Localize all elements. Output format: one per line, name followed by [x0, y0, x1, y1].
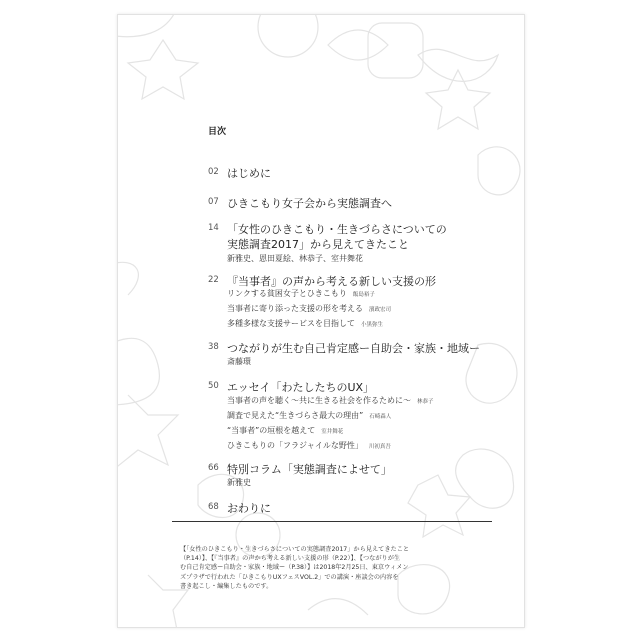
page-number: 07	[208, 197, 219, 207]
page-number: 22	[208, 275, 219, 285]
sub-title: 当事者の声を聴く〜共に生きる社会を作るために〜	[227, 396, 411, 405]
footnote-line: む自己肯定感ー自助会・家族・地域ー（P.38）】は2018年2月25日、東京ウィメン	[180, 564, 409, 572]
toc-entry-authors: 新雅史	[227, 478, 251, 487]
footnote-line: （P.14）】、【『当事者』の声から考える新しい支援の形（P.22）】、【つながりが生	[180, 555, 401, 563]
page-number: 50	[208, 381, 219, 391]
toc-entry-authors: 新雅史、恩田夏絵、林恭子、室井舞花	[227, 254, 363, 263]
toc-sub-entry	[227, 410, 391, 421]
toc-entry-title: 実態調査2017」から見えてきたこと	[227, 238, 409, 251]
toc-sub-entry	[227, 440, 391, 451]
page-number: 02	[208, 167, 219, 177]
toc-sub-entry	[227, 303, 391, 314]
document-page	[117, 14, 525, 628]
footnote-line: 書き起こし・編集したものです。	[180, 582, 273, 590]
toc-entry-title: エッセイ「わたしたちのUX」	[227, 381, 375, 394]
toc-heading: 目次	[208, 127, 227, 137]
toc-entry-title: 特別コラム「実態調査によせて」	[227, 463, 392, 476]
sub-author: 石崎森人	[369, 414, 392, 420]
footnote	[180, 545, 500, 591]
toc-sub-entry	[227, 318, 383, 329]
toc-sub-entry	[227, 395, 434, 406]
sub-author: 川初真吾	[368, 444, 391, 450]
sub-author: 室井舞花	[321, 429, 344, 435]
footnote-line: 【「女性のひきこもり・生きづらさについての実態調査2017」から見えてきたこと	[180, 546, 410, 553]
sub-author: 飯島裕子	[352, 292, 375, 298]
sub-title: 多種多様な支援サービスを目指して	[227, 319, 355, 328]
footnote-line: ズプラザで行われた「ひきこもりUXフェスVOL.2」での講演・座談会の内容を	[180, 573, 399, 581]
sub-title: 調査で見えた“生きづらさ最大の理由”	[227, 411, 364, 420]
page-number: 68	[208, 502, 219, 512]
sub-title: ひきこもりの「フラジャイルな野性」	[227, 441, 363, 450]
sub-title: 当事者に寄り添った支援の形を考える	[227, 304, 363, 313]
toc-entry-title: 「女性のひきこもり・生きづらさについての	[227, 223, 447, 236]
page-number: 66	[208, 463, 219, 473]
toc-entry-authors: 斎藤環	[227, 357, 251, 366]
sub-author: 林恭子	[417, 399, 434, 405]
toc-sub-entry	[227, 288, 375, 299]
sub-title: リンクする貧困女子とひきこもり	[227, 289, 347, 298]
toc-entry-title: つながりが生む自己肯定感ー自助会・家族・地域ー	[227, 342, 480, 355]
sub-author: 濱政宏司	[369, 307, 392, 313]
page-number: 38	[208, 342, 219, 352]
toc-entry-title: おわりに	[227, 502, 271, 515]
toc-entry-title: はじめに	[227, 167, 271, 180]
sub-author: 小黒弥生	[361, 322, 384, 328]
divider	[172, 521, 492, 522]
page-number: 14	[208, 223, 219, 233]
toc-entry-title: ひきこもり女子会から実態調査へ	[227, 197, 392, 210]
sub-title: “当事者”の垣根を越えて	[227, 426, 316, 435]
toc-sub-entry	[227, 425, 343, 436]
toc-entry-title: 『当事者』の声から考える新しい支援の形	[227, 275, 436, 288]
